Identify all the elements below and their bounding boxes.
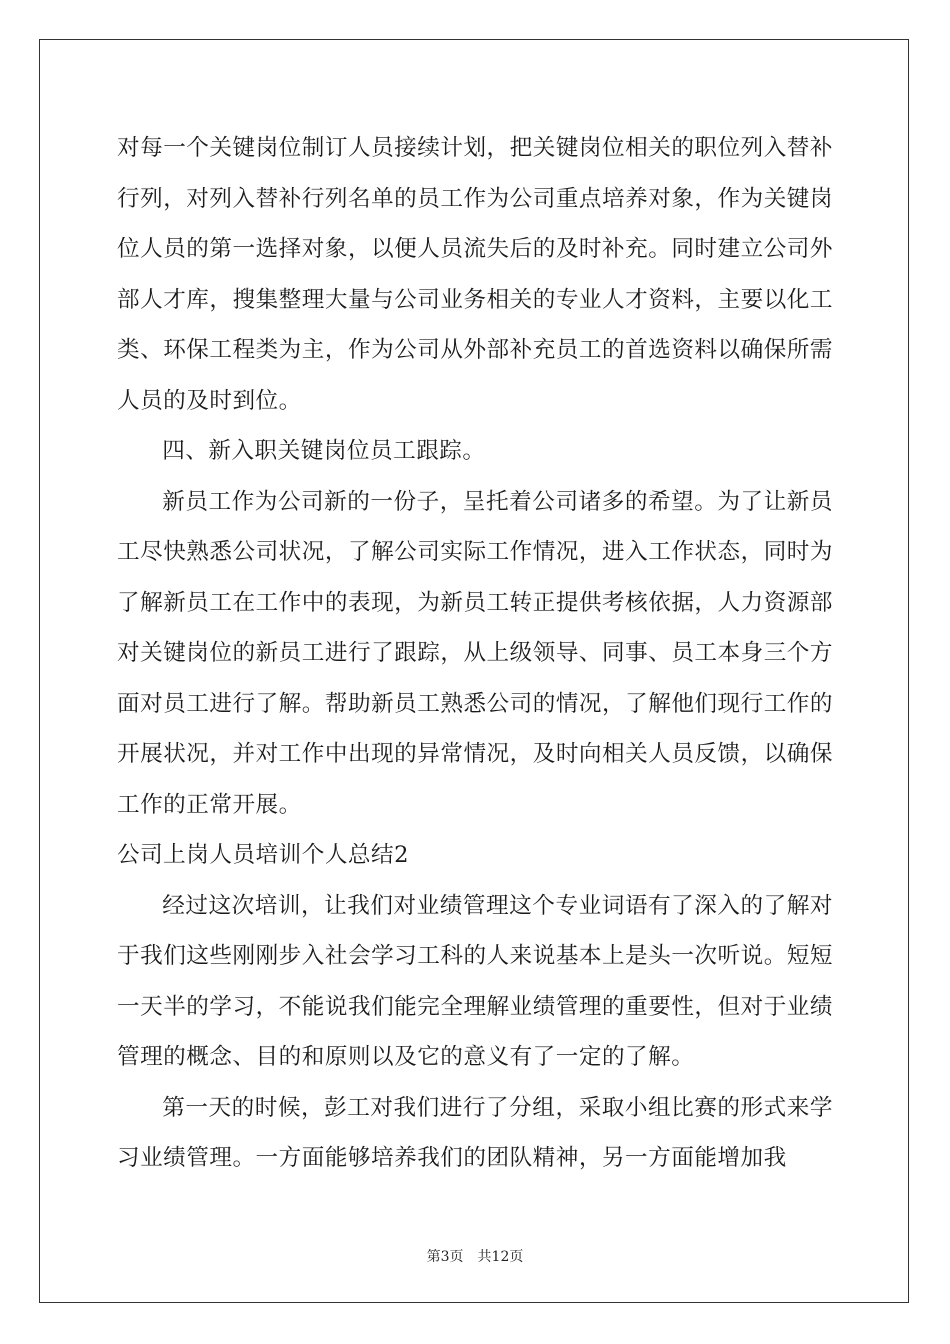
paragraph-new-hire-tracking: 新员工作为公司新的一份子，呈托着公司诸多的希望。为了让新员工尽快熟悉公司状况，了解公司实际工作情况，进入工作状态，同时为了解新员工在工作中的表现，为新员工转正提供考核依据，人力资源部对关键岗位的新员工进行了跟踪，从上级领导、同事、员工本身三个方面对员工进行了解。帮助新员工熟悉公司的情况，了解他们现行工作的开展状况，并对工作中出现的异常情况，及时向相关人员反馈，以确保工作的正常开展。 bbox=[117, 488, 833, 818]
document-heading-summary-2: 公司上岗人员培训个人总结2 bbox=[117, 842, 409, 868]
paragraph-succession-plan: 对每一个关键岗位制订人员接续计划，把关键岗位相关的职位列入替补行列，对列入替补行列名单的员工作为公司重点培养对象，作为关键岗位人员的第一选择对象，以便人员流失后的及时补充。同时建立公司外部人才库，搜集整理大量与公司业务相关的专业人才资料，主要以化工类、环保工程类为主，作为公司从外部补充员工的首选资料以确保所需人员的及时到位。 bbox=[117, 135, 833, 414]
page-footer bbox=[0, 1246, 950, 1266]
paragraph-first-day: 第一天的时候，彭工对我们进行了分组，采取小组比赛的形式来学习业绩管理。一方面能够培养我们的团队精神，另一方面能增加我 bbox=[117, 1094, 833, 1171]
document-body bbox=[117, 123, 833, 1184]
page-number: 第3页 bbox=[426, 1249, 464, 1265]
page-total: 共12页 bbox=[477, 1249, 524, 1265]
paragraph-training-intro: 经过这次培训，让我们对业绩管理这个专业词语有了深入的了解对于我们这些刚刚步入社会学习工科的人来说基本上是头一次听说。短短一天半的学习，不能说我们能完全理解业绩管理的重要性，但对于业绩管理的概念、目的和原则以及它的意义有了一定的了解。 bbox=[117, 892, 833, 1070]
section-heading-new-hire-tracking: 四、新入职关键岗位员工跟踪。 bbox=[162, 438, 486, 464]
